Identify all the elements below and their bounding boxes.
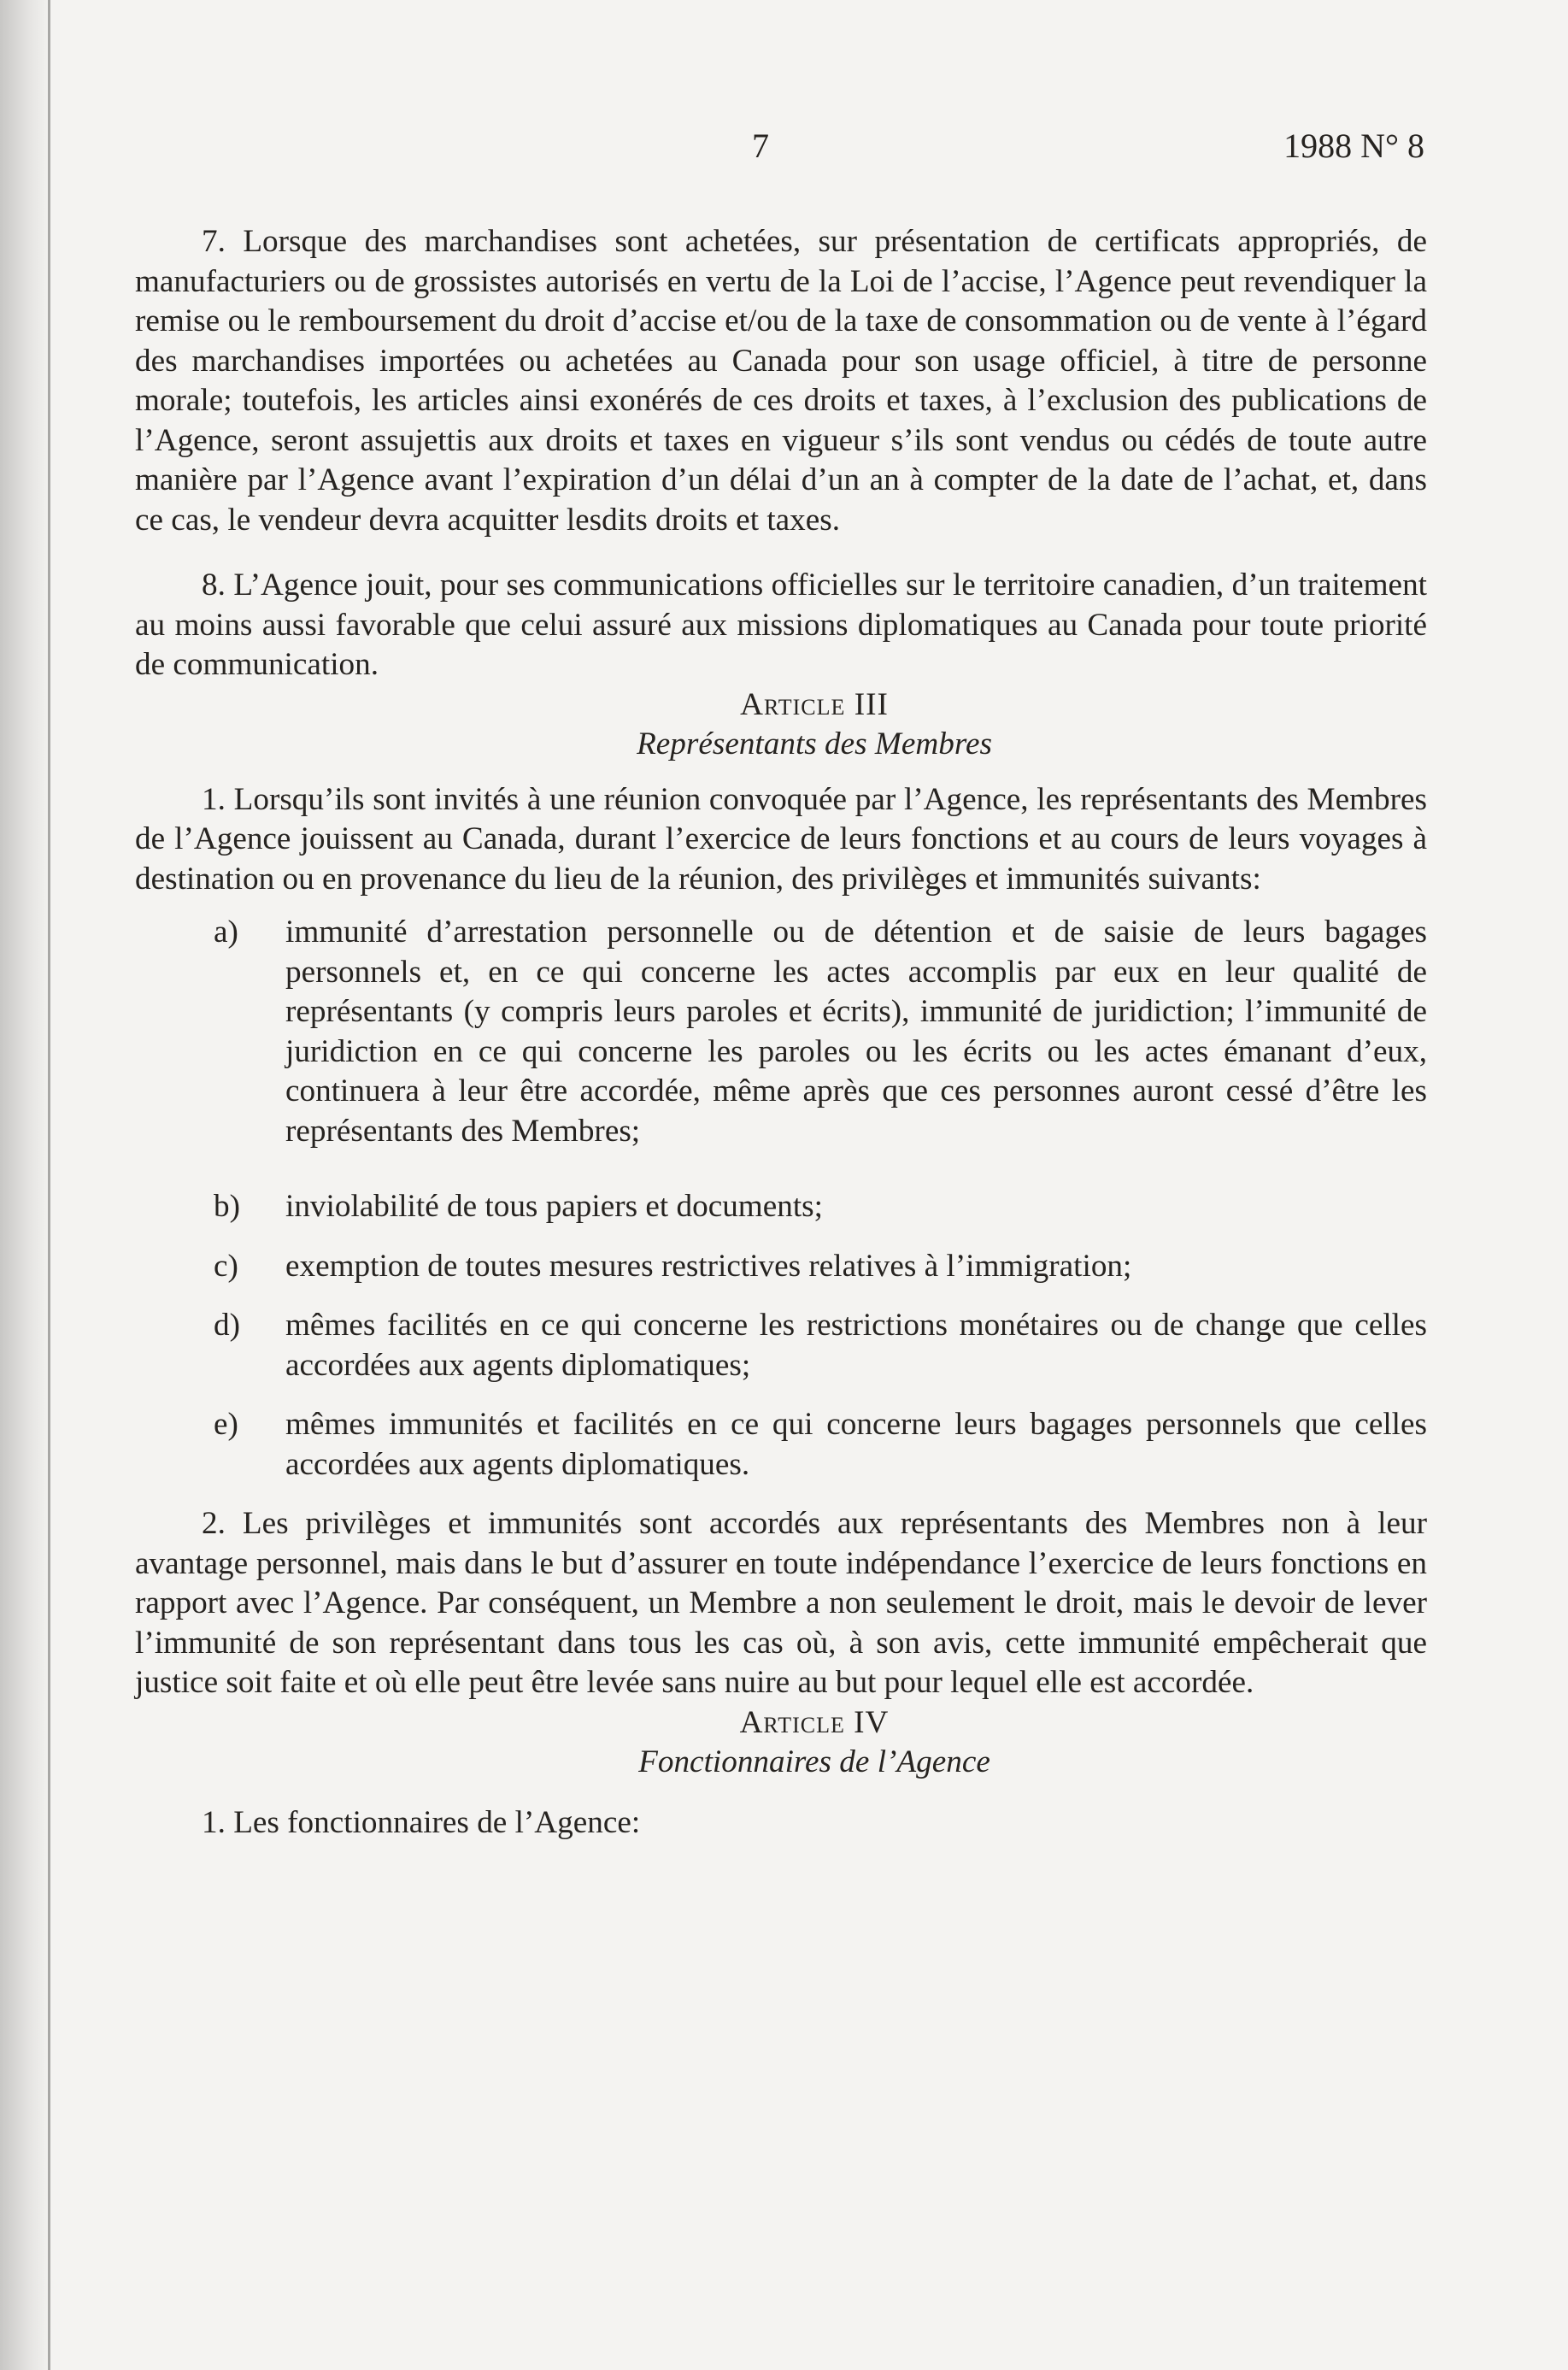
list-item xyxy=(135,1306,1427,1385)
list-item-label: a) xyxy=(214,914,238,950)
document-body xyxy=(135,222,1427,1843)
list-item xyxy=(135,913,1427,1151)
running-header: 1988 N° 8 xyxy=(1283,126,1424,165)
paragraph-7: 7. Lorsque des marchandises sont achetées, sur présentation de certificats appropriés, de manufacturiers ou de grossistes autorisés en vertu de la Loi de l’accise, l’Agence peut revendiquer la remise ou le remboursement du droit d’accise et/ou de la taxe de consommation ou de vente à l’égard des marchandises importées ou achetées au Canada pour son usage officiel, à titre de personne morale; toutefois, les articles ainsi exonérés de ces droits et taxes, à l’exclusion des publications de l’Agence, seront assujettis aux droits et taxes en vigueur s’ils sont vendus ou cédés de toute autre manière par l’Agence avant l’expiration d’un délai d’un an à compter de la date de l’achat, et, dans ce cas, le vendeur devra acquitter lesdits droits et taxes. xyxy=(135,224,1427,538)
list-item-text: mêmes immunités et facilités en ce qui concerne leurs bagages personnels que celles accordées aux agents diplomatiques. xyxy=(285,1407,1427,1482)
list-item-text: immunité d’arrestation personnelle ou de détention et de saisie de leurs bagages personnels et, en ce qui concerne les actes accomplis par eux en leur qualité de représentants (y compris leurs paroles et écrits), immunité de juridiction; l’immunité de juridiction en ce qui concerne les paroles ou les écrits ou les actes émanant d’eux, continuera à leur être accordée, même après que ces personnes auront cessé d’être les représentants des Membres; xyxy=(285,914,1427,1149)
list-item xyxy=(135,1187,1427,1227)
list-item-text: mêmes facilités en ce qui concerne les restrictions monétaires ou de change que celles accordées aux agents diplomatiques; xyxy=(285,1308,1427,1383)
page-number: 7 xyxy=(752,126,769,165)
article-3-subtitle: Représentants des Membres xyxy=(637,726,992,762)
list-item xyxy=(135,1405,1427,1485)
list-item-label: d) xyxy=(214,1308,240,1343)
paragraph-8: 8. L’Agence jouit, pour ses communications officielles sur le territoire canadien, d’un traitement au moins aussi favorable que celui assuré aux missions diplomatiques au Canada pour toute priorité de communication. xyxy=(135,568,1427,682)
article-4-heading: Article IV xyxy=(739,1704,890,1740)
binding-shadow xyxy=(0,0,51,2370)
article-4-paragraph-1: 1. Les fonctionnaires de l’Agence: xyxy=(202,1804,641,1840)
article-3-paragraph-2: 2. Les privilèges et immunités sont accordés aux représentants des Membres non à leur avantage personnel, mais dans le but d’assurer en toute indépendance l’exercice de leurs fonctions en rapport avec l’Agence. Par conséquent, un Membre a non seulement le droit, mais le devoir de lever l’immunité de son représentant dans tous les cas où, à son avis, cette immunité empêcherait que justice soit faite et où elle peut être levée sans nuire au but pour lequel elle est accordée. xyxy=(135,1506,1427,1700)
list-item-text: exemption de toutes mesures restrictives relatives à l’immigration; xyxy=(285,1248,1132,1284)
list-item-label: b) xyxy=(214,1189,240,1224)
list-item-label: c) xyxy=(214,1248,238,1284)
privileges-list xyxy=(135,913,1427,1485)
list-item xyxy=(135,1247,1427,1287)
page-edge-line xyxy=(48,0,50,2370)
list-item-label: e) xyxy=(214,1407,238,1442)
list-item-text: inviolabilité de tous papiers et documents; xyxy=(285,1189,823,1224)
article-4-subtitle: Fonctionnaires de l’Agence xyxy=(638,1744,990,1779)
article-3-heading: Article III xyxy=(740,686,889,722)
article-3-paragraph-1: 1. Lorsqu’ils sont invités à une réunion convoquée par l’Agence, les représentants des Membres de l’Agence jouissent au Canada, durant l’exercice de leurs fonctions et au cours de leurs voyages à destination ou en provenance du lieu de la réunion, des privilèges et immunités suivants: xyxy=(135,781,1427,897)
